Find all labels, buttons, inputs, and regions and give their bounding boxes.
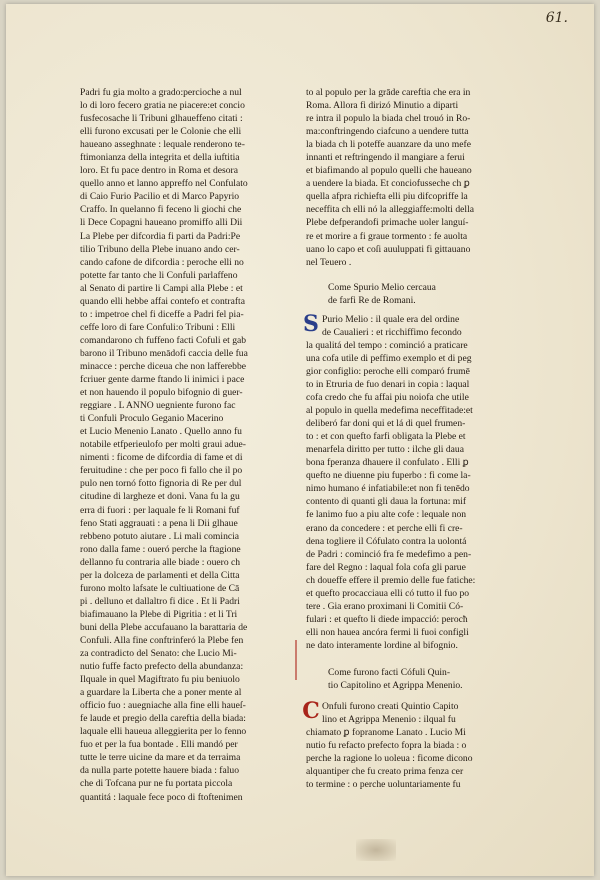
text-line: pulo nen tornó fotto fignoria di Re per dul: [80, 478, 242, 490]
paragraph-first-line: Onfuli furono creati Quintio Capito: [322, 701, 459, 713]
paragraph-spurio-melio: [303, 310, 506, 652]
text-line: innanti et reftringendo il mangiare a ferui: [306, 152, 465, 164]
text-line: reggiare . L ANNO uegniente furono fac: [80, 400, 236, 412]
text-line: to : impetroe chel fi diceffe a Padri fel pia-: [80, 308, 244, 320]
manuscript-page: [6, 4, 594, 876]
text-line: laquale elli haueua alleggierita per lo fenno: [80, 726, 247, 738]
text-line: fusfecosache li Tribuni glhaueffeno citati :: [80, 113, 243, 125]
text-line: elli non hauea ancóra fermi li fuoi configli: [306, 626, 469, 638]
text-line: quando elli hebbe affai contefo et contrafta: [80, 295, 245, 307]
text-line: officio fuo : auegniache alla fine elli haueſ-: [80, 700, 246, 712]
text-line: to in Etruria de fuo denari in copia : laqual: [306, 378, 470, 390]
text-line: re et morire a fi graue tormento : fe auolta: [306, 230, 468, 242]
left-column: [80, 86, 294, 804]
text-line: erra di fuori : per laquale fe li Romani fuf: [80, 504, 240, 516]
text-line: biafimauano la Plebe di Pigritia : et li Tri: [80, 608, 238, 620]
text-line: a guardare la Liberta che a poner mente al: [80, 687, 242, 699]
text-line: ch doueffe effere il premio delle fue fatiche:: [306, 574, 476, 586]
text-line: la biada ch li poteffe auanzare da uno mefe: [306, 139, 471, 151]
text-line: ti Confuli Proculo Geganio Macerino: [80, 413, 224, 425]
text-line: fuo et per la fua bontade . Elli mandó per: [80, 739, 238, 751]
text-line: per la dolceza de parlamenti et della Citta: [80, 569, 240, 581]
text-line: pi . delluno et dallaltro fi dice . Et li Padri: [80, 595, 240, 607]
text-line: et Lucio Menenio Lanato . Quello anno fu: [80, 426, 242, 438]
text-line: lo di loro fecero gratia ne piacere:et concio: [80, 100, 245, 112]
text-line: cofa credo che fu affai piu noiofa che utile: [306, 392, 469, 404]
text-line: cando cafone de difcordia : peroche elli no: [80, 256, 244, 268]
margin-red-mark: [295, 640, 297, 680]
text-line: furono molto lafsate le cultiuatione de Cā: [80, 582, 240, 594]
text-line: uano lo capo et coſi auuluppati fi gittauano: [306, 243, 471, 255]
text-line: li Dece Copagni haueano promiffo alli Dii: [80, 217, 243, 229]
text-line: quefto ne diuenne piu fuperbo : fi come la-: [306, 470, 471, 482]
text-line: to al populo per la grāde careftia che era in: [306, 87, 471, 98]
folio-number: 61.: [545, 10, 568, 26]
illuminated-initial-s: S: [303, 310, 319, 337]
heading-line: Come Spurio Melio cercaua: [328, 281, 436, 293]
text-line: ma:conftringendo ciafcuno a uendere tutta: [306, 126, 469, 138]
heading-line: Come furono facti Cófuli Quin-: [328, 666, 451, 678]
text-line: feno Stati aggrauati : a pena li Dii glhaue: [80, 517, 238, 529]
text-line: to : et con quefto farfi obligata la Plebe et: [306, 431, 466, 443]
illuminated-initial-c: C: [302, 698, 320, 725]
text-line: bona fperanza dhauere il confulato . Elli ꝑ: [306, 457, 469, 469]
text-line: La Plebe per difcordia fi parti da Padri:Pe: [80, 230, 241, 242]
text-line: za contradicto del Senato: che Lucio Mi-: [80, 648, 237, 660]
text-line: Confuli. Alla fine conftrinferó la Plebe fen: [80, 634, 244, 646]
text-line: la qualitá del tempo : cominció a praticare: [306, 339, 468, 351]
right-top-text: [306, 86, 506, 269]
text-line: tere . Gia erano proximani li Comitii Có-: [306, 600, 464, 612]
text-line: chiamato ꝑ fopranome Lanato . Lucio Mi: [306, 727, 466, 739]
text-line: Craffo. In quelanno fi feceno li giochi che: [80, 204, 242, 216]
text-line: to termine : o perche uoluntariamente fu: [306, 779, 461, 791]
text-line: al populo in quella medefima neceffitade:et: [306, 405, 473, 417]
text-line: Roma. Allora fi dirizó Minutio a diparti: [306, 100, 459, 112]
text-line: nimenti : ficome de difcordia di fame et di: [80, 452, 243, 464]
text-line: ne dato interamente lordine al bifognio.: [306, 639, 458, 651]
text-line: di Caio Furio Pacilio et di Marco Papyrio: [80, 191, 240, 203]
text-line: minacce : perche diceua che non lafferebbe: [80, 360, 247, 372]
text-line: erano da concedere : et perche elli fi cre-: [306, 522, 463, 534]
text-line: deliberó far doni qui et lá di quel frumen-: [306, 418, 466, 430]
text-line: lino et Agrippa Menenio : ilqual fu: [322, 714, 456, 726]
text-line: perche la ragione lo uoleua : ficome dicono: [306, 753, 473, 765]
text-line: notabile etfperieulofo per molti graui adue-: [80, 439, 246, 451]
paragraph-first-line: Purio Melio : il quale era del ordine: [322, 313, 460, 325]
text-line: re intra il populo la biada chel trouó in Ro-: [306, 113, 471, 125]
text-line: ceffe loro di fare Confuli:o Tribuni : Elli: [80, 321, 236, 333]
text-line: nel Teuero .: [306, 256, 352, 268]
text-line: fare del Regno : laqual fola cofa gli parue: [306, 561, 466, 573]
text-line: fe laude et pregio della careftia della biada:: [80, 713, 246, 725]
text-line: fulari : et quefto li diede impacció: perocħ: [306, 613, 468, 625]
text-line: menarfela diritto per tutto : ilche gli daua: [306, 444, 464, 456]
text-line: Padri fu gia molto a grado:percioche a nul: [80, 87, 242, 98]
text-line: quantitá : laquale fece poco di ftoftenimen: [80, 791, 243, 803]
text-line: de Caualieri : et ricchiffimo fecondo: [322, 326, 462, 338]
text-line: rono dalla fame : oueró perche la ftagione: [80, 543, 241, 555]
text-line: haueano asseghnate : lequale renderono te-: [80, 139, 245, 151]
text-line: fe lanimo fuo a piu alte cofe : lequale non: [306, 509, 467, 521]
text-line: nutio fuffe facto prefecto della abundanza:: [80, 661, 244, 673]
text-line: loro. Et fu pace dentro in Roma et desora: [80, 165, 238, 177]
text-line: dena togliere il Cófulato contra la uolontá: [306, 535, 467, 547]
text-line: nimo humano é infatiabile:et non fi tenēdo: [306, 483, 470, 495]
text-line: comandarono ch fuffeno facti Cofuli et gab: [80, 334, 247, 346]
text-line: citudine di largheze et doni. Vana fu la gu: [80, 491, 240, 503]
text-line: a uendere la biada. Et conciofusseche ch ꝑ: [306, 178, 470, 190]
text-line: dellanno fu contraria alle biade : ouero ch: [80, 556, 241, 568]
text-line: fcriuer gente darme ftando li inimici i pace: [80, 374, 245, 386]
text-line: nutio fu refacto prefecto fopra la biada : o: [306, 740, 467, 752]
text-line: tutte le terre uicine da mare et da terraima: [80, 752, 241, 764]
text-line: alquantiper che fu creato prima fenza cer: [306, 766, 464, 778]
text-line: buni della Plebe accufauano la barattaria de: [80, 621, 248, 633]
text-line: Plebe defperandofi primache uoler languí-: [306, 217, 469, 229]
paragraph-consuli: [302, 698, 506, 791]
chapter-heading-spurio-melio: [306, 281, 506, 307]
chapter-heading-consuli: [306, 666, 506, 692]
text-line: et biafimando al populo quelli che haueano: [306, 165, 472, 177]
text-line: al Senato di partire li Campi alla Plebe : et: [80, 282, 243, 294]
right-column: [302, 86, 506, 791]
heading-line: de farfi Re de Romani.: [328, 294, 416, 306]
text-line: quella afpra richiefta elli piu difcopriffe la: [306, 191, 468, 203]
text-line: gior configlio: peroche elli comparó frumē: [306, 365, 470, 377]
paper-stain: [356, 839, 396, 861]
text-line: contento di quanti gli daua la fortuna: mif: [306, 496, 467, 508]
text-line: de Padri : cominció fra fe medefimo a pen-: [306, 548, 472, 560]
text-line: ftimonianza della integrita et della iuftitia: [80, 152, 240, 164]
text-line: rebbeno potuto aiutare . Li mali comincia: [80, 530, 240, 542]
text-line: che di Tofcana pur ne fu portata piccola: [80, 778, 233, 790]
text-line: neceffita ch elli nó la alleggiaffe:molti della: [306, 204, 474, 216]
heading-line: tio Capitolino et Agrippa Menenio.: [328, 680, 463, 692]
text-line: et quefto procacciaua elli có tutto il fuo po: [306, 587, 470, 599]
text-line: feruitudine : che per poco fi fallo che il po: [80, 465, 243, 477]
text-line: Ilquale in quel Magiftrato fu piu beniuolo: [80, 674, 240, 686]
text-line: da nulla parte potette hauere biada : faluo: [80, 765, 240, 777]
text-line: quello anno et lanno appreffo nel Confulato: [80, 178, 248, 190]
text-line: tilio Tribuno della Plebe inuano ando cer-: [80, 243, 240, 255]
text-line: et non hauendo il populo bifognio di guer-: [80, 387, 243, 399]
text-line: elli furono excusati per le Colonie che elli: [80, 126, 242, 138]
text-line: potette far tanto che li Confuli parlaffeno: [80, 269, 238, 281]
text-line: barono il Tribuno menādofi caccia delle fua: [80, 347, 248, 359]
text-line: una cofa utile di peffimo exemplo et di peg: [306, 352, 472, 364]
